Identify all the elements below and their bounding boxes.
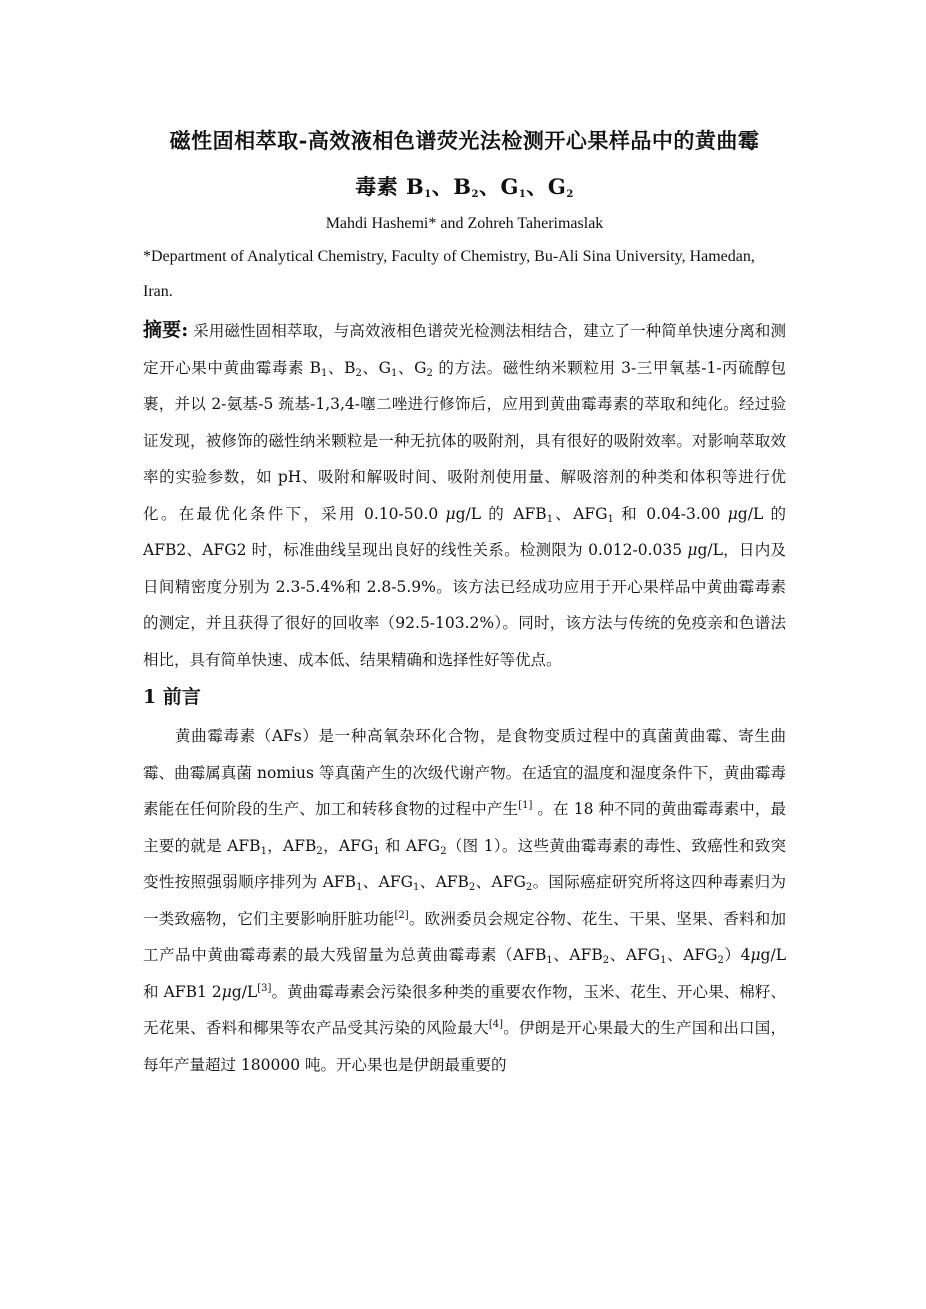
title-line-1: 磁性固相萃取-高效液相色谱荧光法检测开心果样品中的黄曲霉 (169, 128, 760, 153)
affiliation: *Department of Analytical Chemistry, Faculty of Chemistry, Bu-Ali Sina University, Hamedan, Iran. (143, 248, 755, 300)
section-heading-introduction: 1 前言 (143, 686, 201, 708)
abstract: 摘要: 采用磁性固相萃取，与高效液相色谱荧光检测法相结合，建立了一种简单快速分离和测定开心果中黄曲霉毒素 $B_1$、$B_2$、$G_1$、$G_2$ 的方法。磁性纳米颗粒用 3-三甲氧基-1-丙硫醇包裹，并以 2-氨基-5 巯基-1,3,4-噻二唑进行修饰后，应用到黄曲霉毒素的萃取和纯化。经过验证发现，被修饰的磁性纳米颗粒是一种无抗体的吸附剂，具有很好的吸附效率。对影响萃取效率的实验参数，如 pH、吸附和解吸时间、吸附剂使用量、解吸溶剂的种类和体积等进行优化。在最优化条件下，采用 0.10-50.0 μg/L 的 $AFB_1$、$AFG_1$ 和 0.04-3.00 μg/L 的 AFB2、AFG2 时，标准曲线呈现出良好的线性关系。检测限为 0.012-0.035 μg/L，日内及日间精密度分别为 2.3-5.4%和 2.8-5.9%。该方法已经成功应用于开心果样品中黄曲霉毒素的测定，并且获得了很好的回收率（92.5-103.2%）。同时，该方法与传统的免疫亲和色谱法相比，具有简单快速、成本低、结果精确和选择性好等优点。 (143, 319, 787, 669)
introduction-paragraph: 黄曲霉毒素（AFs）是一种高氧杂环化合物，是食物变质过程中的真菌黄曲霉、寄生曲霉、曲霉属真菌 nomius 等真菌产生的次级代谢产物。在适宜的温度和湿度条件下，黄曲霉毒素能在任何阶段的生产、加工和转移食物的过程中产生[1] 。在 18 种不同的黄曲霉毒素中，最主要的就是 $AFB_1$，$AFB_2$，$AFG_1$ 和 $AFG_2$（图 1）。这些黄曲霉毒素的毒性、致癌性和致突变性按照强弱顺序排列为 $AFB_1$、$AFG_1$、$AFB_2$、$AFG_2$。国际癌症研究所将这四种毒素归为一类致癌物，它们主要影响肝脏功能[2]。欧洲委员会规定谷物、花生、干果、坚果、香料和加工产品中黄曲霉毒素的最大残留量为总黄曲霉毒素（$AFB_1$、$AFB_2$、$AFG_1$、$AFG_2)4\mu g/L$ 和 AFB1 2μg/L[3]。黄曲霉毒素会污染很多种类的重要农作物，玉米、花生、开心果、棉籽、无花果、香料和椰果等农产品受其污染的风险最大[4]。伊朗是开心果最大的生产国和出口国，每年产量超过 180000 吨。开心果也是伊朗最重要的 (143, 727, 787, 1074)
title-line-2: 毒素 $B_1$、$B_2$、$G_1$、$G_2$ (355, 174, 574, 200)
abstract-label: 摘要: (143, 319, 189, 341)
citation-3: [3] (257, 982, 272, 994)
paper-page (143, 118, 786, 1083)
paper-title (143, 118, 786, 210)
citation-4: [4] (488, 1019, 504, 1030)
author-line: Mahdi Hashemi* and Zohreh Taherimaslak (325, 215, 604, 232)
citation-1: [1] (518, 800, 533, 811)
citation-2: [2] (394, 909, 409, 921)
